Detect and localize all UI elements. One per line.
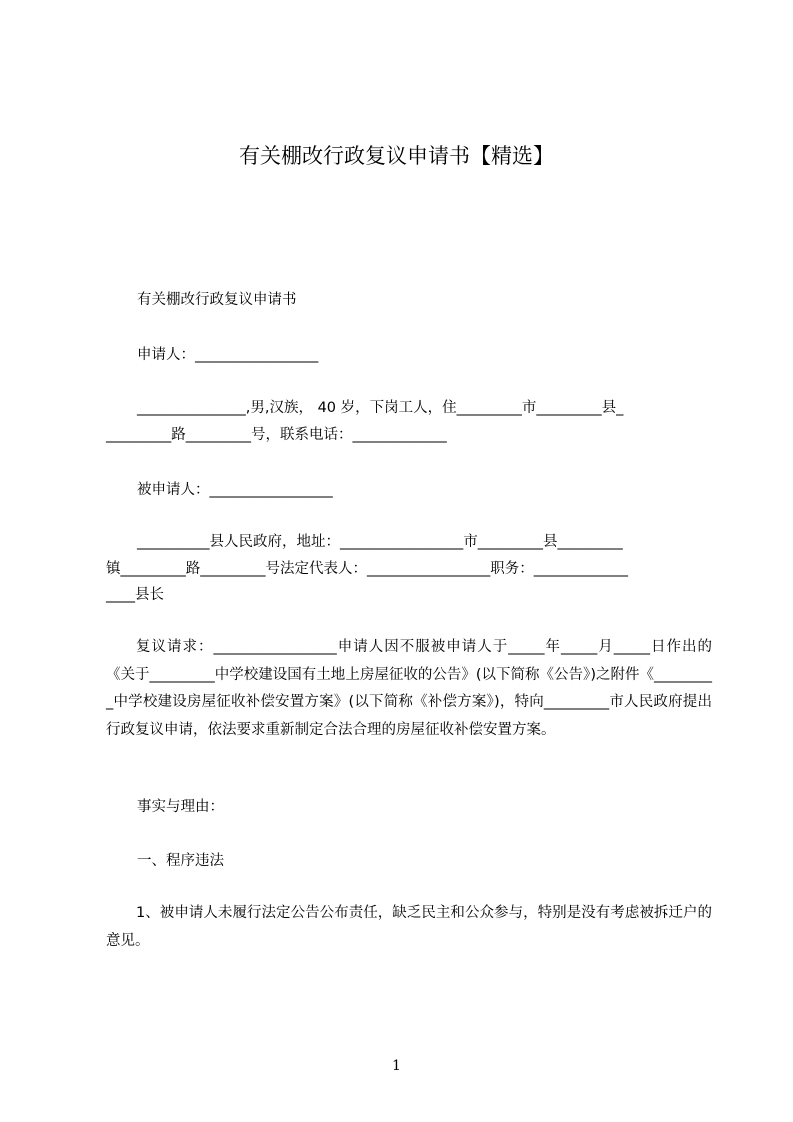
document-title: 有关棚改行政复议申请书【精选】 [239,144,554,168]
facts-heading: 事实与理由： [137,799,224,815]
document-subtitle: 有关棚改行政复议申请书 [137,292,297,308]
applicant-label: 申请人：_________________ [137,347,319,363]
page-number: 1 [392,1058,401,1074]
respondent-detail-line-1: __________县人民政府，地址：_________________市_________县_________ [137,534,623,550]
section-one-heading: 一、程序违法 [137,853,224,869]
request-paragraph: 复议请求：_________________申请人因不服被申请人于_____年_____月_____日作出的《关于_________中学校建设国有土地上房屋征收的公告》(以下简称《公告》)之附件《_________中学校建设房屋征收补偿安置方案》(以下简称《补偿方案》)，特向_________市人民政府提出行政复议申请，依法要求重新制定合法合理的房屋征收补偿安置方案。 [106,639,712,738]
applicant-detail-line-1: _______________,男,汉族， 40 岁，下岗工人，住_________市_________县_ [137,400,624,416]
item-one-paragraph: 1、被申请人未履行法定公告公布责任，缺乏民主和公众参与，特别是没有考虑被拆迁户的意见。 [106,905,712,949]
respondent-detail-line-2: 镇_________路_________号法定代表人：_________________职务：_____________ [106,561,628,577]
applicant-detail-line-2: _________路_________号，联系电话：_____________ [106,427,447,443]
respondent-detail-line-3: ____县长 [106,587,164,603]
respondent-label: 被申请人：_________________ [137,482,333,498]
